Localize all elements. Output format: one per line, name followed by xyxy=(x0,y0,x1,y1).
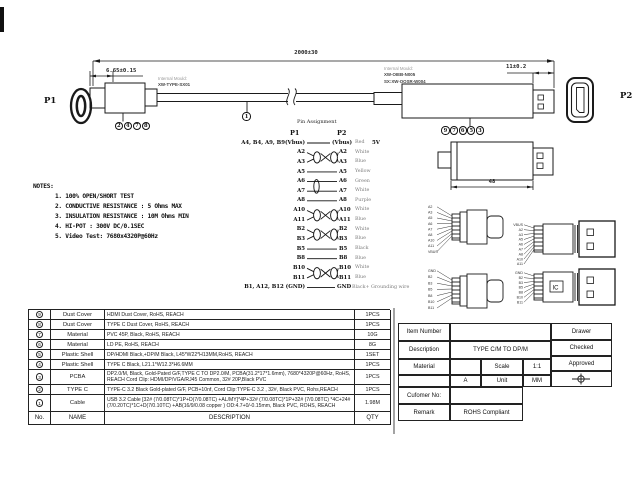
pin-p1-label: A11 xyxy=(293,216,305,223)
tb-checked-label: Checked xyxy=(551,340,612,356)
harness-wire-label: A3 xyxy=(428,210,433,215)
harness-wire-label: B10 xyxy=(428,300,435,304)
note-item: 3. INSULATION RESISTANCE : 10M Ohms MIN xyxy=(55,213,189,220)
harness-wires xyxy=(428,205,534,310)
harness-wire-label: GND xyxy=(428,269,436,273)
pin-p2-label: A5 xyxy=(339,168,347,175)
pin-p1-label: B1, A12, B12 (GND) xyxy=(244,284,305,291)
wire-color-label: Black xyxy=(355,246,369,252)
bom-qty-cell: 1SET xyxy=(355,350,391,360)
callout-balloon-5: 5 xyxy=(467,126,475,134)
pin-p2-label: GND xyxy=(337,284,352,291)
wire-color-label: White xyxy=(355,188,370,194)
pin-p1-label: B3 xyxy=(296,236,305,242)
callout-balloon-6: 6 xyxy=(459,126,467,134)
harness-wire-label: A7 xyxy=(518,247,523,252)
harness-typec-shell-bottom xyxy=(452,274,503,308)
tb-scale-value: 1:1 xyxy=(523,359,551,375)
harness-wire-label: B11 xyxy=(428,306,435,311)
pin-p2-label: B3 xyxy=(339,236,348,242)
dim-dp-body: 48 xyxy=(488,179,496,185)
dim-overall: 2000±30 xyxy=(294,50,318,56)
callout-balloon-4: 4 xyxy=(124,122,132,130)
pin-p2-label: A6 xyxy=(339,178,347,185)
harness-wire-label: B3 xyxy=(428,281,433,286)
harness-wire-label: B5 xyxy=(428,287,433,292)
bom-desc-cell: PVC 45P, Black, RoHS, REACH xyxy=(105,330,355,340)
harness-wire-label: B8 xyxy=(428,293,433,298)
pin-p1-label: B2 xyxy=(296,226,305,233)
wire-color-label: Blue xyxy=(355,159,366,165)
bom-header-qty: QTY xyxy=(355,412,391,425)
sheet-edge-mark xyxy=(0,7,4,32)
bom-no-circle: 4 xyxy=(36,361,43,368)
mould-right-code1: XW-OIEB-N005 xyxy=(384,72,416,77)
pin-p1-label: A8 xyxy=(297,197,305,204)
tb-drawer-label: Drawer xyxy=(551,323,612,340)
tb-remark-value: ROHS Compliant xyxy=(450,404,523,421)
type-c-plug-drawing xyxy=(90,83,157,113)
p1-label: P1 xyxy=(44,96,57,106)
bom-row-1 xyxy=(29,395,390,412)
pin-p2-label: A3 xyxy=(339,158,347,165)
harness-wire-label: A8 xyxy=(518,252,523,257)
wire-color-label: Blue xyxy=(355,217,366,223)
tb-customer-label: Cufomer No: xyxy=(398,387,450,404)
bom-no-circle: 2 xyxy=(36,386,43,393)
tip-dimension-lines xyxy=(507,72,554,83)
pin-col-p1: P1 xyxy=(290,129,300,137)
note-item: 2. CONDUCTIVE RESISTANCE : 5 Ohms MAX xyxy=(55,203,182,210)
tb-rev-value: A xyxy=(450,375,481,387)
bom-no-circle: 9 xyxy=(36,311,43,318)
harness-wire-label: B10 xyxy=(516,295,523,300)
pin-p2-label: B5 xyxy=(339,245,348,252)
harness-wire-label: B11 xyxy=(516,300,523,305)
mould-right-title: Internal Mould: xyxy=(384,66,414,71)
bom-name-cell: TYPE C xyxy=(51,385,105,395)
wire-color-label: Yellow xyxy=(355,168,371,174)
bom-no-cell xyxy=(29,340,51,350)
bom-rows xyxy=(29,310,390,412)
bom-desc-cell: DP/HDMI Black,+DP/M Black, L45*W22*H13MM,RoHS, REACH xyxy=(105,350,355,360)
bom-qty-cell: 1PCS xyxy=(355,310,391,320)
bom-table xyxy=(28,309,390,425)
harness-dp-shell-top xyxy=(534,221,615,257)
pin-p1-label: A5 xyxy=(297,168,305,175)
wire-color-label: Green xyxy=(355,178,370,184)
bom-name-cell: Material xyxy=(51,340,105,350)
note-item: 1. 100% OPEN/SHORT TEST xyxy=(55,193,134,200)
dp-plug-drawing xyxy=(374,84,554,118)
bom-name-cell: Plastic Shell xyxy=(51,360,105,370)
harness-wire-label: B3 xyxy=(518,280,523,285)
callout-balloon-7: 7 xyxy=(450,126,458,134)
harness-wire-label: A8 xyxy=(428,233,433,237)
callout-balloon-8: 8 xyxy=(142,122,150,130)
wire-color-label: White xyxy=(355,226,370,232)
tb-material-value xyxy=(450,359,481,375)
wire-color-label: Blue xyxy=(355,255,366,261)
harness-wire-label: B5 xyxy=(518,285,523,290)
wire-color-label: Purple xyxy=(355,197,372,203)
note-item: 4. HI-POT : 300V DC/0.1SEC xyxy=(55,223,145,230)
dim-tip: 11±0.2 xyxy=(506,64,527,70)
pin-p2-label: (Vbus) xyxy=(332,139,353,146)
harness-wire-label: A2 xyxy=(428,205,433,209)
pin-p2-label: B2 xyxy=(339,226,348,233)
tb-material-label: Material xyxy=(398,359,450,375)
wire-color-label: Blue xyxy=(355,236,366,242)
wire-color-label: White xyxy=(355,265,370,271)
bom-header-name: NAME xyxy=(51,412,105,425)
bom-no-cell xyxy=(29,310,51,320)
tb-description-value: TYPE C/M TO DP/M xyxy=(450,341,551,359)
bom-no-cell xyxy=(29,395,51,412)
bom-no-circle: 8 xyxy=(36,321,43,328)
bom-name-cell: Dust Cover xyxy=(51,310,105,320)
harness-typec-shell-top xyxy=(452,210,503,244)
pin-p1-label: A6 xyxy=(297,178,305,185)
note-item: 5. Video Test: 7680x4320P@60Hz xyxy=(55,233,158,240)
harness-wire-label: A7 xyxy=(428,227,433,232)
pin-p1-label: A2 xyxy=(297,149,305,156)
callout-balloon-7: 7 xyxy=(133,122,141,130)
pin-link-symbols xyxy=(307,143,338,288)
bom-name-cell: Material xyxy=(51,330,105,340)
harness-wire-label: A2 xyxy=(518,227,523,232)
bom-qty-cell: 8G xyxy=(355,340,391,350)
pin-p1-label: A10 xyxy=(293,207,305,214)
bom-qty-cell: 1PCS xyxy=(355,370,391,385)
pin-p2-label: A11 xyxy=(339,216,351,223)
pin-p2-label: B11 xyxy=(339,274,352,281)
pin-p1-label: A3 xyxy=(297,158,305,165)
bom-desc-cell: USB 3.2 Cable [32# (7/0.08TC)*1P+D(7/0.08TC) +AL/MY]*4P+32# (7/0.08TC)*1P+32# (7/0.08TC) *4C+24# (7/0.20TC)*1C+D(7/0.10TC) +AB(16/9/0.08 copper ) OD:4.7+0/-0.15mm, Black PVC, ROHS, REACH xyxy=(105,395,355,412)
pin-p1-label: B11 xyxy=(292,274,305,281)
bom-no-cell xyxy=(29,350,51,360)
bom-header-desc: DESCRIPTION xyxy=(105,412,355,425)
harness-wire-label: VBUS xyxy=(513,223,523,227)
tb-description-label: Description xyxy=(398,341,450,359)
harness-wire-label: A11 xyxy=(516,262,523,267)
pin-p2-label: B8 xyxy=(339,255,348,262)
notes-title: NOTES: xyxy=(33,183,54,190)
harness-wire-label: A10 xyxy=(428,238,435,243)
bom-name-cell: Cable xyxy=(51,395,105,412)
bom-no-circle: 3 xyxy=(36,373,43,380)
tb-unit-value: MM xyxy=(523,375,551,387)
pin-p1-label: B5 xyxy=(296,245,305,252)
bom-row-7 xyxy=(29,330,390,340)
bom-no-cell xyxy=(29,385,51,395)
pin-p2-label: B10 xyxy=(339,264,352,271)
dp-face-drawing xyxy=(567,78,593,122)
bom-no-circle: 6 xyxy=(36,341,43,348)
pin-p1-label: B10 xyxy=(292,264,305,271)
tb-item-number-value xyxy=(450,323,551,341)
bom-no-cell xyxy=(29,330,51,340)
bom-desc-cell: TYPE C Black, L21.1*W12.3*H6.6MM xyxy=(105,360,355,370)
pin-p2-label: A10 xyxy=(339,207,351,214)
tb-customer-value xyxy=(450,387,523,404)
wire-color-label: White xyxy=(355,149,370,155)
harness-wire-label: A11 xyxy=(428,244,435,249)
mould-right-code2: SX:XW-OOSR-W004 xyxy=(384,78,426,84)
bom-qty-cell: 10G xyxy=(355,330,391,340)
pin-p2-label: A7 xyxy=(339,187,347,194)
pin-assignment-title: Pin Assignment xyxy=(297,119,337,125)
type-c-face-drawing xyxy=(71,89,91,123)
bom-row-9 xyxy=(29,310,390,320)
bom-desc-cell: TYPE-C 3.2 Black Gold-plated G/F, PCB+10nf, Cord Clip:TYPE-C 3.2 , 32#, Black PVC, Rohs,REACH xyxy=(105,385,355,395)
pin-p1-label: A7 xyxy=(297,187,305,194)
bom-row-8 xyxy=(29,320,390,330)
bom-row-6 xyxy=(29,340,390,350)
callout-balloon-3: 3 xyxy=(476,126,484,134)
bom-row-4 xyxy=(29,360,390,370)
tb-scale-label: Scale xyxy=(481,359,523,375)
bom-name-cell: PCBA xyxy=(51,370,105,385)
harness-wire-label: A6 xyxy=(518,242,523,247)
mould-left-title: Internal Mould: xyxy=(158,76,188,81)
wire-color-label: Red xyxy=(355,140,365,145)
bom-qty-cell: 1PCS xyxy=(355,385,391,395)
harness-wire-label: B2 xyxy=(428,275,433,280)
tb-remark-label: Remark xyxy=(398,404,450,421)
harness-wire-label: A10 xyxy=(516,257,523,262)
bom-qty-cell: 1PCS xyxy=(355,320,391,330)
ic-label: IC xyxy=(552,285,559,292)
tb-blank-cell xyxy=(398,375,450,387)
tb-approved-label: Approved xyxy=(551,356,612,371)
harness-wire-label: VBUS xyxy=(428,249,438,254)
mould-left-code: XW-TYPE-SX01 xyxy=(158,82,191,87)
tb-unit-label: Unit xyxy=(481,375,523,387)
wire-color-label: Blue xyxy=(355,274,366,280)
bom-name-cell: Plastic Shell xyxy=(51,350,105,360)
bom-desc-cell: LD PE, RoHS, REACH xyxy=(105,340,355,350)
bom-header-row xyxy=(29,412,390,425)
harness-wire-label: B8 xyxy=(518,290,523,295)
bom-qty-cell: 1.98M xyxy=(355,395,391,412)
harness-wire-label: GND xyxy=(515,271,523,275)
bom-name-cell: Dust Cover xyxy=(51,320,105,330)
bom-desc-cell: HDMI Dust Cover, RoHS, REACH xyxy=(105,310,355,320)
bom-row-2 xyxy=(29,385,390,395)
bom-desc-cell: DP2.0/M, Black, Gold-Pated G/F,TYPE C TO DP2.0/M, PCBA(31.2*17*1.6mm), 7680*4320P@60Hz, RoHS, REACH Cord Clip: HDMI/DP/VGA/RJ45 Common, 32# 20P,Black PVC xyxy=(105,370,355,385)
callout-balloon-1: 1 xyxy=(242,112,250,120)
pin-col-p2: P2 xyxy=(337,129,347,137)
callout-balloon-2: 2 xyxy=(115,122,123,130)
wire-color-label: White xyxy=(355,207,370,213)
harness-wire-label: A5 xyxy=(518,237,523,242)
harness-wire-label: B2 xyxy=(518,275,523,280)
bom-row-3 xyxy=(29,370,390,385)
harness-wire-label: A3 xyxy=(518,232,523,237)
bom-no-circle: 7 xyxy=(36,331,43,338)
bom-row-5 xyxy=(29,350,390,360)
pin-p2-label: A8 xyxy=(339,197,347,204)
harness-dp-shell-bottom xyxy=(534,269,615,305)
pin-p1-label: A4, B4, A9, B9(Vbus) xyxy=(241,139,305,146)
dim-plug: 6.65±0.15 xyxy=(106,67,137,74)
wire-color-label: Black+ Grounding wire xyxy=(352,284,410,290)
pin-p1-label: B8 xyxy=(296,255,305,262)
harness-wire-label: A6 xyxy=(428,221,433,226)
bom-no-circle: 1 xyxy=(36,399,43,406)
bom-no-cell xyxy=(29,360,51,370)
bom-qty-cell: 1PCS xyxy=(355,360,391,370)
wire-voltage-label: 5V xyxy=(372,139,380,146)
bom-no-cell xyxy=(29,320,51,330)
bom-no-cell xyxy=(29,370,51,385)
tb-projection-cell xyxy=(551,371,612,387)
bom-header-no: No. xyxy=(29,412,51,425)
bom-desc-cell: TYPE C Dust Cover, RoHS, REACH xyxy=(105,320,355,330)
callout-balloon-9: 9 xyxy=(441,126,449,134)
bom-no-circle: 5 xyxy=(36,351,43,358)
harness-wire-label: A5 xyxy=(428,216,433,221)
pin-p2-label: A2 xyxy=(339,149,347,156)
tb-item-number-label: Item Number xyxy=(398,323,450,341)
p2-label: P2 xyxy=(620,91,633,101)
